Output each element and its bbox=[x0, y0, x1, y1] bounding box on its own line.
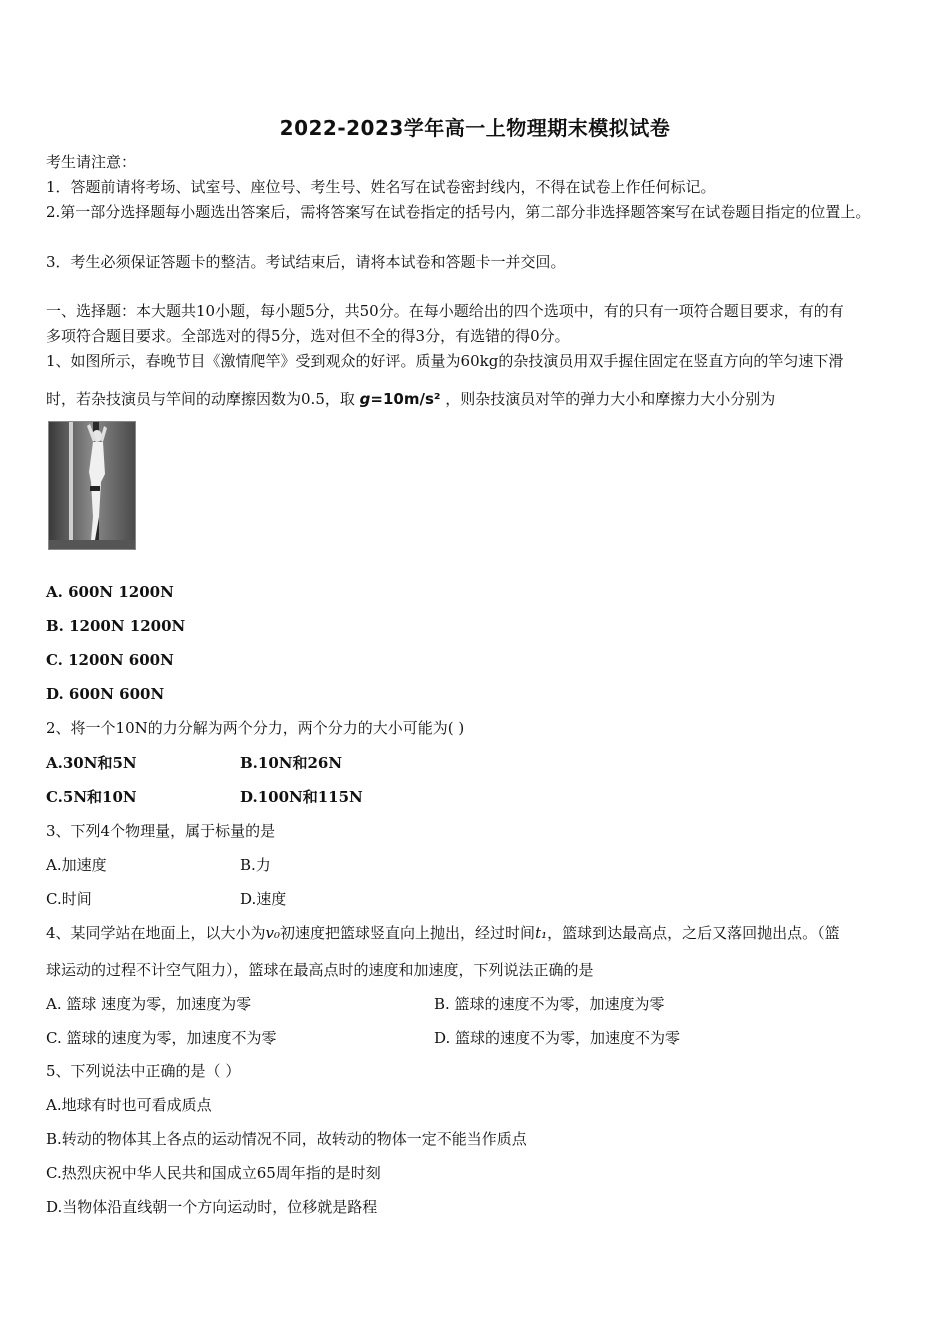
q4-stem-part-a: 4、某同学站在地面上，以大小为 bbox=[46, 924, 266, 942]
q3-option-c: C.时间 bbox=[46, 890, 92, 908]
q5-stem: 5、下列说法中正确的是（ ） bbox=[46, 1062, 241, 1080]
v0-symbol: v₀ bbox=[265, 924, 281, 942]
g-symbol: g bbox=[359, 390, 371, 408]
q1-option-c: C. 1200N 600N bbox=[46, 651, 174, 669]
q2-option-b: B.10N和26N bbox=[240, 754, 343, 772]
q5-option-d: D.当物体沿直线朝一个方向运动时，位移就是路程 bbox=[46, 1198, 378, 1216]
q1-stem-line-1: 1、如图所示，春晚节目《激情爬竿》受到观众的好评。质量为60kg的杂技演员用双手握住固定在竖直方向的竿匀速下滑 bbox=[46, 352, 844, 370]
notice-heading: 考生请注意： bbox=[46, 153, 137, 171]
q1-stem-line-2 bbox=[46, 389, 775, 409]
q4-option-c: C. 篮球的速度为零，加速度不为零 bbox=[46, 1029, 277, 1047]
q4-option-b: B. 篮球的速度不为零，加速度为零 bbox=[434, 995, 665, 1013]
q1-stem-post: ，则杂技演员对竿的弹力大小和摩擦力大小分别为 bbox=[445, 390, 776, 408]
t1-symbol: t₁ bbox=[535, 924, 548, 942]
q5-option-c: C.热烈庆祝中华人民共和国成立65周年指的是时刻 bbox=[46, 1164, 381, 1182]
section-instructions-line-2: 多项符合题目要求。全部选对的得5分，选对但不全的得3分，有选错的得0分。 bbox=[46, 327, 570, 345]
q3-option-a: A.加速度 bbox=[46, 856, 107, 874]
q1-option-b: B. 1200N 1200N bbox=[46, 617, 186, 635]
q4-stem-part-c: ，篮球到达最高点，之后又落回抛出点。（篮 bbox=[547, 924, 840, 942]
q4-stem-line-1 bbox=[46, 923, 840, 943]
q1-stem-pre: 时，若杂技演员与竿间的动摩擦因数为0.5，取 bbox=[46, 390, 355, 408]
q2-option-a: A.30N和5N bbox=[46, 754, 137, 772]
q3-stem: 3、下列4个物理量，属于标量的是 bbox=[46, 822, 276, 840]
q3-option-b: B.力 bbox=[240, 856, 271, 874]
notice-item-3: 3．考生必须保证答题卡的整洁。考试结束后，请将本试卷和答题卡一并交回。 bbox=[46, 253, 566, 271]
notice-item-1: 1．答题前请将考场、试室号、座位号、考生号、姓名写在试卷密封线内，不得在试卷上作任何标记。 bbox=[46, 178, 716, 196]
q4-stem-line-2: 球运动的过程不计空气阻力），篮球在最高点时的速度和加速度，下列说法正确的是 bbox=[46, 961, 594, 979]
q1-option-a: A. 600N 1200N bbox=[46, 583, 174, 601]
page-title: 2022-2023学年高一上物理期末模拟试卷 bbox=[279, 116, 671, 140]
section-instructions-line-1: 一、选择题：本大题共10小题，每小题5分，共50分。在每小题给出的四个选项中，有的只有一项符合题目要求，有的有 bbox=[46, 302, 844, 320]
q1-option-d: D. 600N 600N bbox=[46, 685, 165, 703]
pole-climber-photo bbox=[48, 421, 136, 550]
q4-stem-part-b: 初速度把篮球竖直向上抛出，经过时间 bbox=[280, 924, 536, 942]
q3-option-d: D.速度 bbox=[240, 890, 287, 908]
g-value: =10m/s² bbox=[370, 390, 441, 408]
notice-item-2: 2.第一部分选择题每小题选出答案后，需将答案写在试卷指定的括号内，第二部分非选择题答案写在试卷题目指定的位置上。 bbox=[46, 203, 871, 221]
q2-stem: 2、将一个10N的力分解为两个分力，两个分力的大小可能为( ) bbox=[46, 719, 465, 737]
q4-option-a: A. 篮球 速度为零，加速度为零 bbox=[46, 995, 252, 1013]
q4-option-d: D. 篮球的速度不为零，加速度不为零 bbox=[434, 1029, 681, 1047]
q5-option-b: B.转动的物体其上各点的运动情况不同，故转动的物体一定不能当作质点 bbox=[46, 1130, 527, 1148]
q2-option-d: D.100N和115N bbox=[240, 788, 363, 806]
q5-option-a: A.地球有时也可看成质点 bbox=[46, 1096, 212, 1114]
q2-option-c: C.5N和10N bbox=[46, 788, 137, 806]
